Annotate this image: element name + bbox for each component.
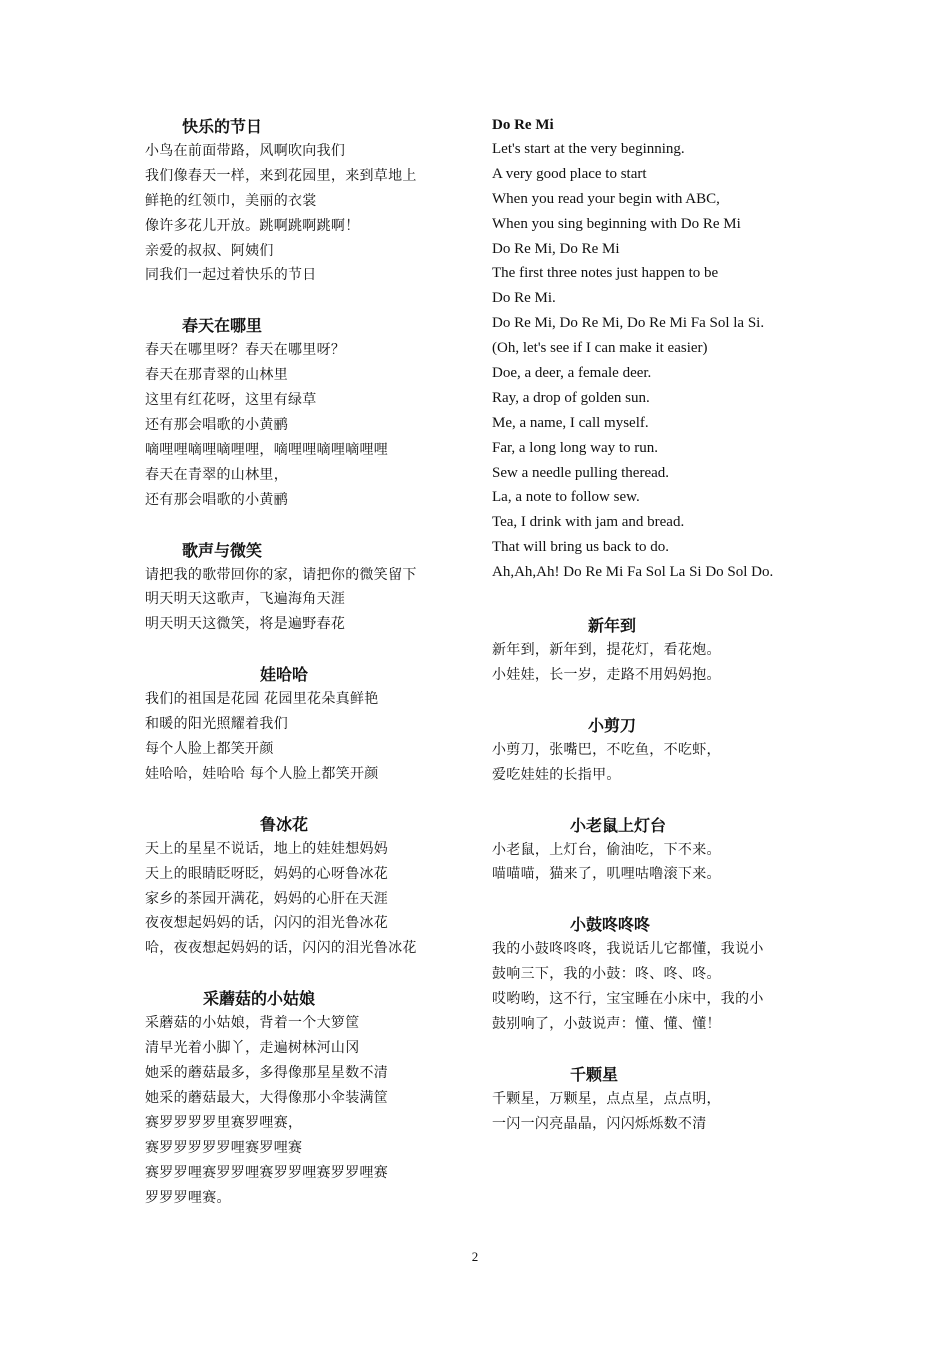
song-xinnian-dao — [492, 613, 822, 688]
lyric-line: 哈，夜夜想起妈妈的话，闪闪的泪光鲁冰花 — [145, 940, 417, 957]
lyric-line: The first three notes just happen to be — [492, 265, 719, 282]
song-title: 鲁冰花 — [260, 814, 309, 834]
lyric-line: Doe, a deer, a female deer. — [492, 365, 652, 382]
song-chuntian-zai-nali — [145, 313, 465, 512]
lyric-line: 娃哈哈，娃哈哈 每个人脸上都笑开颜 — [145, 765, 379, 782]
lyric-line: 明天明天这歌声，飞遍海角天涯 — [145, 591, 346, 608]
song-gesheng-yu-weixiao — [145, 538, 465, 638]
lyric-line: 明天明天这微笑，将是遍野春花 — [145, 616, 346, 633]
song-lubinghua — [145, 812, 465, 961]
song-title: 歌声与微笑 — [182, 540, 263, 560]
lyric-line: 她采的蘑菇最多，多得像那星星数不清 — [145, 1065, 389, 1082]
lyric-line: (Oh, let's see if I can make it easier) — [492, 340, 708, 357]
lyric-line: 我的小鼓咚咚咚，我说话儿它都懂，我说小 — [492, 941, 764, 958]
lyric-line: 新年到，新年到，提花灯，看花炮。 — [492, 642, 721, 659]
lyric-line: Do Re Mi. — [492, 290, 556, 307]
lyric-line: Do Re Mi, Do Re Mi — [492, 240, 620, 257]
lyric-line: 赛罗罗罗罗罗哩赛罗哩赛 — [145, 1139, 303, 1156]
song-title: 娃哈哈 — [260, 665, 309, 685]
song-xiao-laoshu-shang-dengtai — [492, 813, 822, 888]
song-title: 快乐的节日 — [182, 117, 263, 136]
lyric-line: 鲜艳的红领巾，美丽的衣裳 — [145, 192, 317, 209]
song-cai-mogu-de-xiaoguniang — [145, 986, 465, 1210]
lyric-line: 我们的祖国是花园 花园里花朵真鲜艳 — [145, 691, 379, 708]
lyric-line: 像许多花儿开放。跳啊跳啊跳啊！ — [145, 217, 360, 234]
lyric-line: 鼓别响了，小鼓说声：懂、懂、懂！ — [492, 1016, 721, 1033]
lyric-line: 罗罗罗哩赛。 — [145, 1189, 231, 1206]
lyric-line: 春天在青翠的山林里， — [145, 466, 288, 483]
lyric-line: 采蘑菇的小姑娘，背着一个大箩筐 — [145, 1015, 360, 1032]
lyric-line: 我们像春天一样，来到花园里，来到草地上 — [145, 167, 417, 184]
lyric-line: 她采的蘑菇最大，大得像那小伞装满筐 — [145, 1089, 389, 1106]
lyric-line: 哎哟哟，这不行，宝宝睡在小床中，我的小 — [492, 991, 764, 1008]
lyric-line: 鼓响三下，我的小鼓：咚、咚、咚。 — [492, 966, 721, 983]
song-title: Do Re Mi — [492, 117, 554, 133]
lyric-line: 还有那会唱歌的小黄鹂 — [145, 491, 288, 508]
song-kuaile-de-jieri — [145, 114, 465, 288]
lyric-line: A very good place to start — [492, 165, 647, 182]
lyric-line: Sew a needle pulling theread. — [492, 464, 670, 481]
song-title: 小老鼠上灯台 — [570, 815, 667, 835]
song-title: 采蘑菇的小姑娘 — [203, 989, 316, 1009]
song-qian-ke-xing — [492, 1062, 822, 1137]
lyric-line: 千颗星，万颗星，点点星，点点明， — [492, 1090, 721, 1107]
song-wahaha — [145, 662, 465, 787]
lyric-line: 天上的眼睛眨呀眨，妈妈的心呀鲁冰花 — [145, 865, 389, 882]
lyric-line: 春天在那青翠的山林里 — [145, 367, 288, 384]
lyric-line: When you read your begin with ABC, — [492, 190, 720, 207]
song-title: 春天在哪里 — [182, 316, 263, 336]
lyric-line: That will bring us back to do. — [492, 539, 670, 556]
song-title: 小剪刀 — [588, 715, 637, 735]
page-number: 2 — [471, 1249, 479, 1264]
song-do-re-mi — [492, 114, 822, 585]
lyric-line: Me, a name, I call myself. — [492, 414, 649, 431]
lyric-line: 还有那会唱歌的小黄鹂 — [145, 417, 288, 434]
lyric-line: 同我们一起过着快乐的节日 — [145, 267, 317, 284]
lyric-line: When you sing beginning with Do Re Mi — [492, 215, 741, 232]
lyric-line: Ah,Ah,Ah! Do Re Mi Fa Sol La Si Do Sol Do. — [492, 564, 774, 581]
lyric-line: 这里有红花呀，这里有绿草 — [145, 392, 317, 409]
lyric-line: 小老鼠，上灯台，偷油吃，下不来。 — [492, 841, 721, 858]
lyric-line: La, a note to follow sew. — [492, 489, 640, 506]
lyric-line: 赛罗罗罗罗里赛罗哩赛， — [145, 1114, 303, 1131]
lyric-line: Far, a long long way to run. — [492, 439, 659, 456]
song-title: 小鼓咚咚咚 — [570, 915, 651, 935]
lyric-line: Ray, a drop of golden sun. — [492, 389, 650, 406]
lyric-line: 喵喵喵，猫来了，叽哩咕噜滚下来。 — [492, 866, 721, 883]
lyric-line: Do Re Mi, Do Re Mi, Do Re Mi Fa Sol la Si. — [492, 315, 765, 332]
lyric-line: Let's start at the very beginning. — [492, 141, 685, 157]
lyric-line: 嘀哩哩嘀哩嘀哩哩，嘀哩哩嘀哩嘀哩哩 — [145, 441, 389, 458]
lyric-line: 一闪一闪亮晶晶，闪闪烁烁数不清 — [492, 1115, 707, 1132]
song-title: 千颗星 — [570, 1064, 619, 1084]
lyric-line: 请把我的歌带回你的家，请把你的微笑留下 — [145, 566, 417, 583]
song-title: 新年到 — [588, 616, 637, 636]
right-column — [492, 114, 822, 1137]
lyric-line: 小剪刀，张嘴巴，不吃鱼，不吃虾， — [492, 741, 721, 758]
lyric-line: 亲爱的叔叔、阿姨们 — [145, 242, 274, 259]
lyric-line: 小鸟在前面带路，风啊吹向我们 — [145, 143, 346, 159]
lyric-line: 爱吃娃娃的长指甲。 — [492, 766, 621, 783]
lyric-line: 小娃娃，长一岁，走路不用妈妈抱。 — [492, 666, 721, 683]
lyric-line: 每个人脸上都笑开颜 — [145, 741, 274, 758]
song-xiaogu-dongdongdong — [492, 912, 822, 1037]
lyric-line: 天上的星星不说话，地上的娃娃想妈妈 — [145, 840, 389, 857]
lyric-line: Tea, I drink with jam and bread. — [492, 514, 685, 531]
lyric-line: 清早光着小脚丫，走遍树林河山冈 — [145, 1040, 360, 1057]
lyric-line: 家乡的茶园开满花，妈妈的心肝在天涯 — [145, 890, 389, 907]
lyric-line: 赛罗罗哩赛罗罗哩赛罗罗哩赛罗罗哩赛 — [145, 1164, 389, 1181]
lyric-line: 和暖的阳光照耀着我们 — [145, 716, 288, 733]
song-xiao-jiandao — [492, 713, 822, 788]
left-column — [145, 114, 465, 1210]
lyric-line: 春天在哪里呀？春天在哪里呀？ — [145, 342, 346, 359]
lyric-line: 夜夜想起妈妈的话，闪闪的泪光鲁冰花 — [145, 915, 389, 932]
